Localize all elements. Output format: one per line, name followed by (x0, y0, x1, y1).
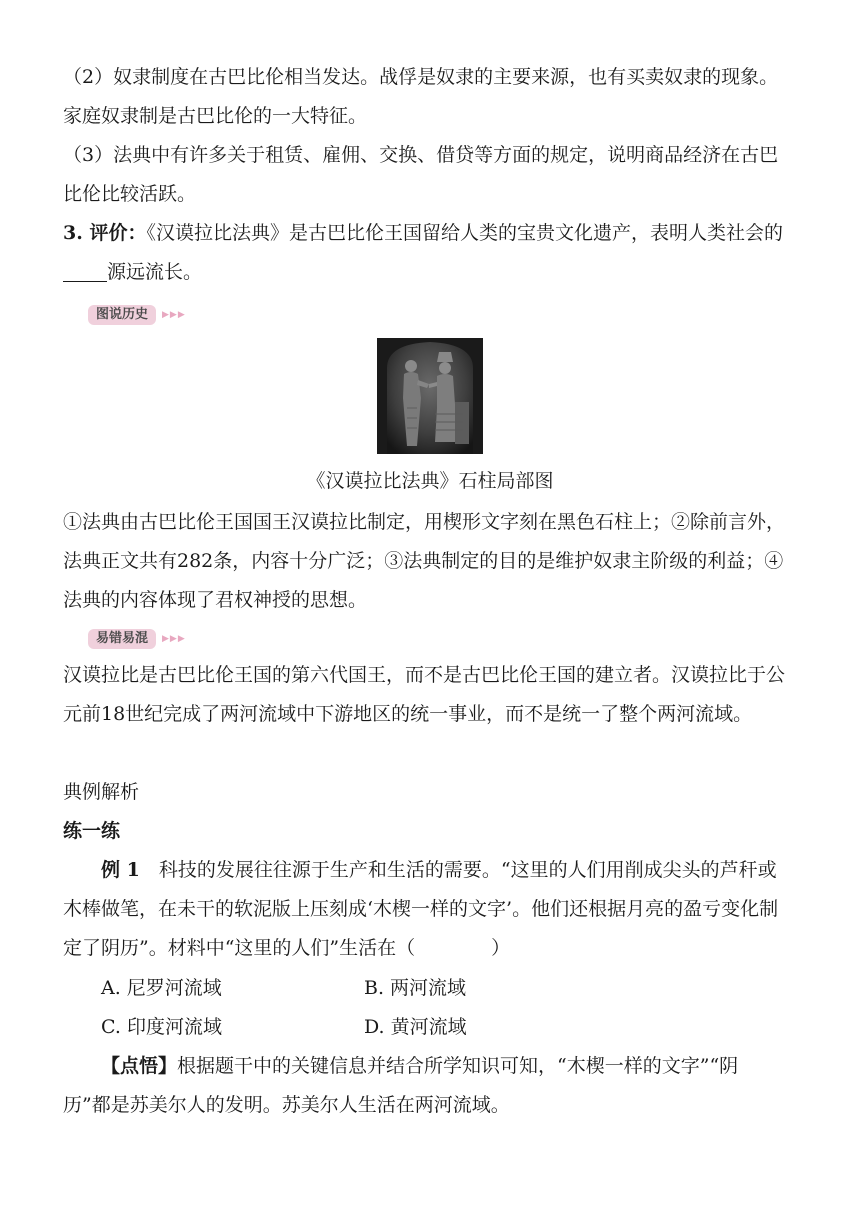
tag-picture-history-label: 图说历史 (88, 305, 156, 325)
section-examples-heading: 典例解析 (63, 781, 140, 803)
triple-arrow-icon: ▶▶▶ (162, 634, 186, 644)
option-d: D. 黄河流域 (364, 1016, 467, 1038)
option-a: A. 尼罗河流域 (101, 977, 222, 999)
paragraph-slavery: （2）奴隶制度在古巴比伦相当发达。战俘是奴隶的主要来源，也有买卖奴隶的现象。家庭奴隶制是古巴比伦的一大特征。 (63, 66, 779, 127)
insight-label: 【点悟】 (101, 1055, 178, 1077)
evaluation-text-before: 《汉谟拉比法典》是古巴比伦王国留给人类的宝贵文化遗产，表明人类社会的 (146, 222, 783, 244)
evaluation-label: 3. 评价： (63, 222, 147, 244)
example-question (63, 851, 793, 968)
insight-text: 根据题干中的关键信息并结合所学知识可知，“木楔一样的文字”“阴历”都是苏美尔人的发明。苏美尔人生活在两河流域。 (63, 1055, 739, 1116)
tag-error-prone-label: 易错易混 (88, 629, 156, 649)
example-stem: 科技的发展往往源于生产和生活的需要。“这里的人们用削成尖头的芦秆或木棒做笔，在未干的软泥版上压刻成‘木楔一样的文字’。他们还根据月亮的盈亏变化制定了阴历”。材料中“这里的人们”生活在（ ） (63, 859, 779, 959)
stele-image (377, 338, 483, 454)
figure-caption: 《汉谟拉比法典》石柱局部图 (306, 470, 554, 492)
triple-arrow-icon: ▶▶▶ (162, 310, 186, 320)
section-practice-heading: 练一练 (63, 820, 121, 842)
evaluation-text-after: 源远流长。 (107, 261, 203, 283)
tag-error-prone (88, 629, 186, 649)
option-c: C. 印度河流域 (101, 1016, 222, 1038)
option-b: B. 两河流域 (364, 977, 467, 999)
fill-blank (63, 262, 107, 282)
paragraph-evaluation (63, 214, 793, 292)
insight-paragraph (63, 1047, 753, 1125)
example-label: 例 1 (101, 859, 140, 881)
paragraph-commerce: （3）法典中有许多关于租赁、雇佣、交换、借贷等方面的规定，说明商品经济在古巴比伦比较活跃。 (63, 144, 779, 205)
tag-picture-history (88, 305, 186, 325)
figure-description: ①法典由古巴比伦王国国王汉谟拉比制定，用楔形文字刻在黑色石柱上；②除前言外，法典正文共有282条，内容十分广泛；③法典制定的目的是维护奴隶主阶级的利益；④法典的内容体现了君权神授的思想。 (63, 511, 786, 611)
error-prone-note: 汉谟拉比是古巴比伦王国的第六代国王，而不是古巴比伦王国的建立者。汉谟拉比于公元前18世纪完成了两河流域中下游地区的统一事业，而不是统一了整个两河流域。 (63, 664, 786, 725)
stele-relief-illustration (377, 338, 483, 454)
